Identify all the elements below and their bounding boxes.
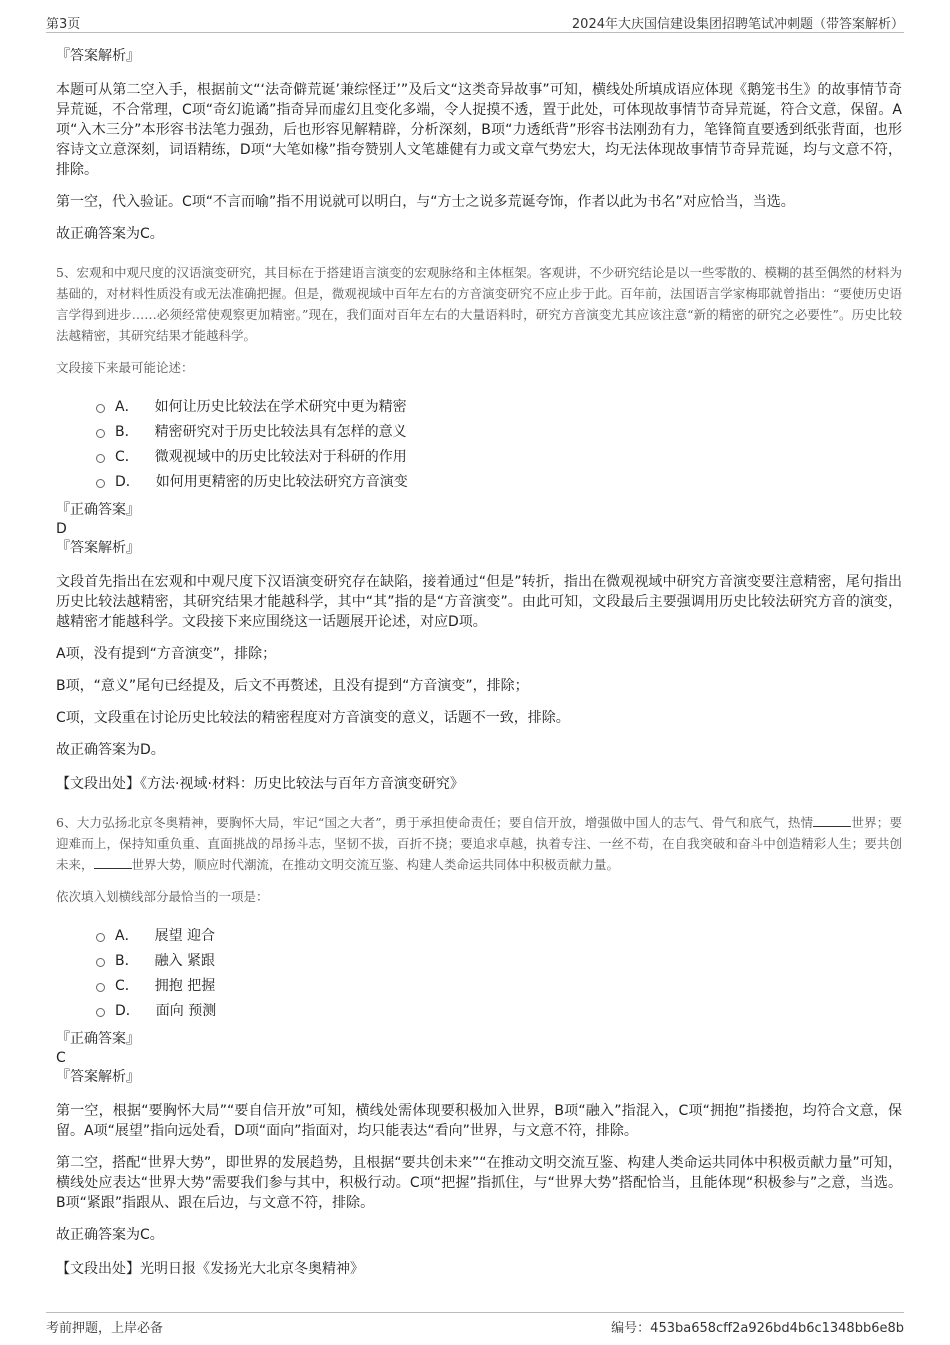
- q6-analysis-label: 『答案解析』: [56, 1069, 140, 1085]
- q6-answer-block: [56, 1029, 902, 1087]
- footer-code: 编号：453ba658cff2a926bd4b6c1348bb6e8b: [611, 1321, 904, 1336]
- q6-analysis-p3: 故正确答案为C。: [56, 1227, 164, 1243]
- q5-option-d[interactable]: D． 如何用更精密的历史比较法研究方音演变: [96, 469, 902, 494]
- q4-analysis-p1: 本题可从第二空入手，根据前文“‘法奇僻荒诞’兼综怪迂’”及后文“这类奇异故事”可知，横线处所填成语应体现《鹅笼书生》的故事情节奇异荒诞，不合常理，C项“奇幻诡谲”指奇异而虚幻且变化多端，令人捉摸不透，置于此处，可体现故事情节奇异荒诞，符合文意，保留。A项“入木三分”本形容书法笔力强劲，后也形容见解精辟，分析深刻，B项“力透纸背”形容书法刚劲有力，笔锋简直要透到纸张背面，也形容诗文立意深刻，词语精练，D项“大笔如椽”指夸赞别人文笔雄健有力或文章气势宏大，均无法体现故事情节奇异荒诞，均与文意不符，排除。: [56, 82, 902, 178]
- q5-correct-label: 『正确答案』: [56, 502, 140, 518]
- q5-answer-block: [56, 500, 902, 558]
- q6-analysis-p2: 第二空，搭配“世界大势”，即世界的发展趋势，且根据“要共创未来”“在推动文明交流互鉴、构建人类命运共同体中积极贡献力量”可知，横线处应表达“世界大势”需要我们参与其中，积极行动。C项“把握”指抓住，与“世界大势”搭配恰当，且能体现“积极参与”之意，当选。B项“紧跟”指跟从、跟在后边，与文意不符，排除。: [56, 1155, 902, 1211]
- blank-line: [94, 856, 132, 869]
- q6-option-c[interactable]: C． 拥抱 把握: [96, 973, 902, 998]
- page-footer: [46, 1312, 904, 1337]
- q5-source: 【文段出处】《方法·视域·材料：历史比较法与百年方音演变研究》: [56, 776, 464, 792]
- q5-options: [96, 394, 902, 494]
- q6-correct-answer: C: [56, 1050, 66, 1066]
- q4-analysis-label: 『答案解析』: [56, 48, 140, 64]
- q4-analysis-p3: 故正确答案为C。: [56, 226, 164, 242]
- radio-icon[interactable]: [96, 1008, 105, 1017]
- q5-option-b[interactable]: B． 精密研究对于历史比较法具有怎样的意义: [96, 419, 902, 444]
- page-header: [46, 10, 904, 33]
- radio-icon[interactable]: [96, 429, 105, 438]
- radio-icon[interactable]: [96, 454, 105, 463]
- q5-analysis-p3: B项，“意义”尾句已经提及，后文不再赘述，且没有提到“方音演变”，排除；: [56, 678, 529, 694]
- q5-analysis-p4: C项，文段重在讨论历史比较法的精密程度对方音演变的意义，话题不一致，排除。: [56, 710, 570, 726]
- radio-icon[interactable]: [96, 983, 105, 992]
- q6-option-a[interactable]: A． 展望 迎合: [96, 923, 902, 948]
- q5-option-c[interactable]: C． 微观视域中的历史比较法对于科研的作用: [96, 444, 902, 469]
- q5-stem: 5、宏观和中观尺度的汉语演变研究，其目标在于搭建语言演变的宏观脉络和主体框架。客观讲，不少研究结论是以一些零散的、模糊的甚至偶然的材料为基础的，对材料性质没有或无法准确把握。但是，微观视域中百年左右的方音演变研究不应止步于此。百年前，法国语言学家梅耶就曾指出：“要使历史语言学得到进步……必须经常使观察更加精密。”现在，我们面对百年左右的大量语料时，研究方音演变尤其应该注意“新的精密的研究之必要性”。历史比较法越精密，其研究结果才能越科学。: [56, 265, 902, 343]
- q5-option-a[interactable]: A． 如何让历史比较法在学术研究中更为精密: [96, 394, 902, 419]
- radio-icon[interactable]: [96, 479, 105, 488]
- q4-analysis-p2: 第一空，代入验证。C项“不言而喻”指不用说就可以明白，与“方士之说多荒诞夸饰，作者以此为书名”对应恰当，当选。: [56, 194, 795, 210]
- q6-option-b[interactable]: B． 融入 紧跟: [96, 948, 902, 973]
- q6-prompt: 依次填入划横线部分最恰当的一项是：: [56, 889, 269, 904]
- q6-options: [96, 923, 902, 1023]
- q5-analysis-p2: A项，没有提到“方音演变”，排除；: [56, 646, 277, 662]
- q5-correct-answer: D: [56, 521, 67, 537]
- blank-line: [813, 814, 851, 827]
- page-number: 第3页: [46, 17, 81, 32]
- q6-stem: 6、大力弘扬北京冬奥精神，要胸怀大局，牢记“国之大者”，勇于承担使命责任；要自信开放，增强做中国人的志气、骨气和底气，热情 世界；要迎难而上，保持知重负重、直面挑战的昂扬斗志，坚韧不拔，百折不挠；要追求卓越，执着专注、一丝不苟，在自我突破和奋斗中创造精彩人生；要共创未来， 世界大势，顺应时代潮流，在推动文明交流互鉴、构建人类命运共同体中积极贡献力量。: [56, 815, 902, 872]
- q5-prompt: 文段接下来最可能论述：: [56, 360, 194, 375]
- document-title: 2024年大庆国信建设集团招聘笔试冲刺题（带答案解析）: [571, 17, 904, 32]
- q6-correct-label: 『正确答案』: [56, 1031, 140, 1047]
- q6-source: 【文段出处】光明日报《发扬光大北京冬奥精神》: [56, 1261, 364, 1277]
- q5-analysis-p1: 文段首先指出在宏观和中观尺度下汉语演变研究存在缺陷，接着通过“但是”转折，指出在微观视域中研究方音演变要注意精密，尾句指出历史比较法越精密，其研究结果才能越科学，其中“其”指的是“方音演变”。由此可知，文段最后主要强调用历史比较法研究方音的演变，越精密才能越科学。文段接下来应围绕这一话题展开论述，对应D项。: [56, 574, 902, 630]
- radio-icon[interactable]: [96, 958, 105, 967]
- footer-slogan: 考前押题，上岸必备: [46, 1321, 164, 1336]
- radio-icon[interactable]: [96, 933, 105, 942]
- q6-option-d[interactable]: D． 面向 预测: [96, 998, 902, 1023]
- q6-analysis-p1: 第一空，根据“要胸怀大局”“要自信开放”可知，横线处需体现要积极加入世界，B项“融入”指混入，C项“拥抱”指搂抱，均符合文意，保留。A项“展望”指向远处看，D项“面向”指面对，均只能表达“看向”世界，与文意不符，排除。: [56, 1103, 902, 1139]
- page-content: [56, 46, 902, 1279]
- radio-icon[interactable]: [96, 404, 105, 413]
- q5-analysis-p5: 故正确答案为D。: [56, 742, 165, 758]
- q5-analysis-label: 『答案解析』: [56, 540, 140, 556]
